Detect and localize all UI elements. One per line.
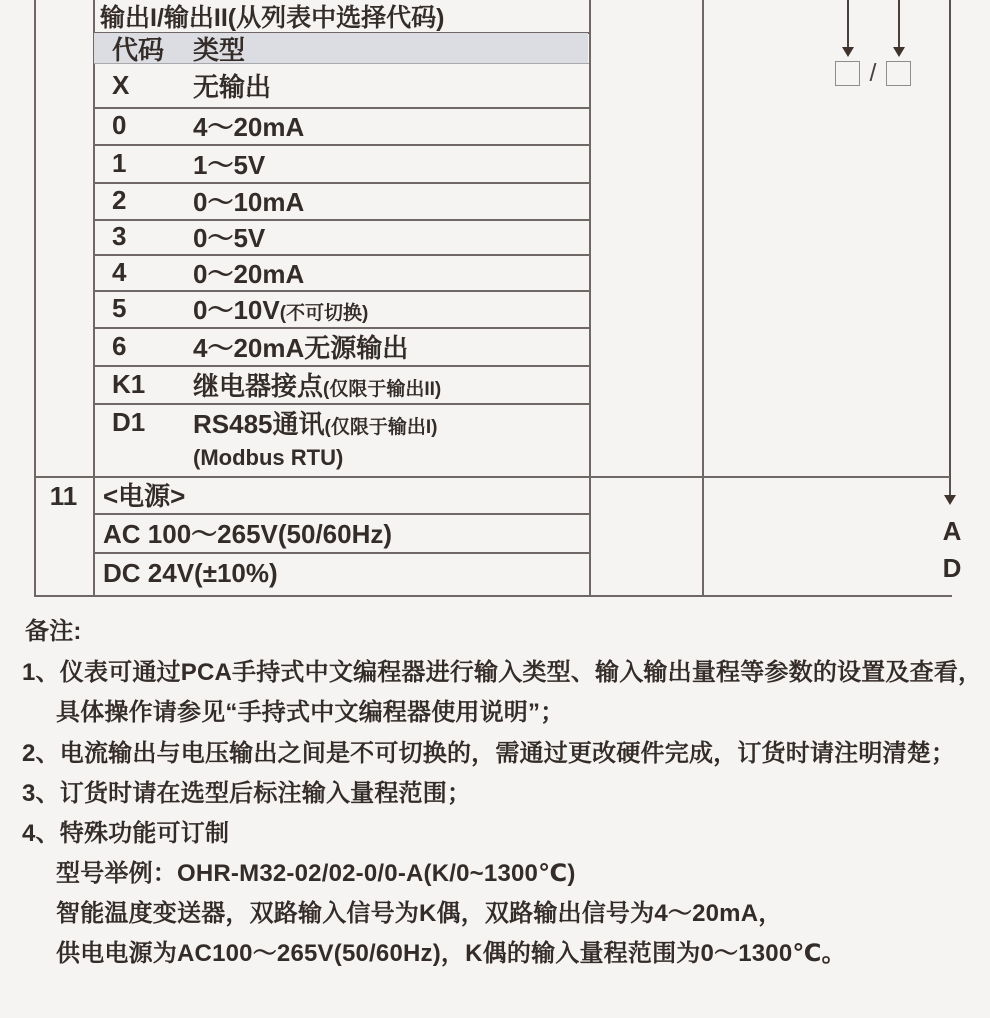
code-cell: K1 [112,368,146,399]
output-row-k1 [94,365,588,403]
code-cell: X [112,69,130,100]
table-border-bottom [34,595,952,597]
output-section-title: 输出I/输出II(从列表中选择代码) [100,4,445,32]
code-cell: 0 [112,110,127,140]
type-cell: 0～10V(不可切换) [193,295,369,325]
code-cell: 6 [112,330,127,361]
type-cell: 1～5V [193,149,266,180]
code-column-header: 代码 [112,34,165,65]
type-cell: 0～5V [193,223,266,253]
power-option-dc: DC 24V(±10%) [103,558,278,588]
down-arrow-icon [898,0,900,47]
type-cell: 4～20mA [193,112,305,142]
power-code-d: D [942,553,962,583]
output-row-1 [94,144,588,182]
code-cell: 5 [112,293,127,323]
row-number: 11 [49,481,78,511]
code-cell: 2 [112,185,127,215]
down-arrow-icon [847,0,849,47]
note-line-2: 2、电流输出与电压输出之间是不可切换的，需通过更改硬件完成，订货时请注明清楚； [22,740,956,767]
type-cell: 无输出 [193,71,272,102]
down-arrowhead-icon [842,47,854,57]
note-line-3: 3、订货时请在选型后标注输入量程范围； [22,780,472,807]
modbus-note: (Modbus RTU) [193,445,344,470]
table-divider-right [702,0,704,596]
output2-code-box [886,61,911,86]
output-row-2 [94,182,588,219]
note-example-desc1: 智能温度变送器，双路输入信号为K偶，双路输出信号为4～20mA， [56,900,783,927]
power-code-a: A [942,516,962,546]
output-row-5 [94,290,588,327]
output-row-0 [94,107,588,144]
type-cell: 继电器接点(仅限于输出II) [193,370,442,401]
table-divider-mid [589,0,591,596]
code-type-header-row [94,33,588,63]
output1-code-box [835,61,860,86]
type-column-header: 类型 [193,34,246,65]
code-cell: D1 [112,406,146,437]
output-section-title-row [94,0,588,32]
type-cell: RS485通讯(仅限于输出I) [193,408,438,439]
note-line-4: 4、特殊功能可订制 [22,820,230,847]
note-line-1: 1、仪表可通过PCA手持式中文编程器进行输入类型、输入输出量程等参数的设置及查看， [22,659,983,686]
code-cell: 1 [112,147,127,178]
type-cell: 0～10mA [193,187,305,217]
note-example-desc2: 供电电源为AC100～265V(50/60Hz)，K偶的输入量程范围为0～1300℃。 [56,940,846,967]
note-example-model: 型号举例：OHR-M32-02/02-0/0-A(K/0~1300℃) [56,860,576,887]
type-cell: 0～20mA [193,258,305,289]
type-cell: 4～20mA无源输出 [193,332,409,363]
slash-separator: / [869,59,877,87]
code-cell: 4 [112,256,127,287]
notes-heading: 备注: [25,618,82,645]
down-arrowhead-icon [944,495,956,505]
table-border-right-arrow-shaft [949,0,951,496]
output-row-6 [94,327,588,365]
code-cell: 3 [112,221,127,251]
power-option-ac: AC 100～265V(50/60Hz) [103,519,393,549]
power-title-row [94,476,588,513]
output-row-d1 [94,403,588,441]
down-arrowhead-icon [893,47,905,57]
output-row-4 [94,254,588,290]
output-row-x [94,63,588,107]
note-line-1b: 具体操作请参见“手持式中文编程器使用说明”； [56,699,565,726]
power-title: <电源> [103,481,186,511]
output-row-3 [94,219,588,254]
